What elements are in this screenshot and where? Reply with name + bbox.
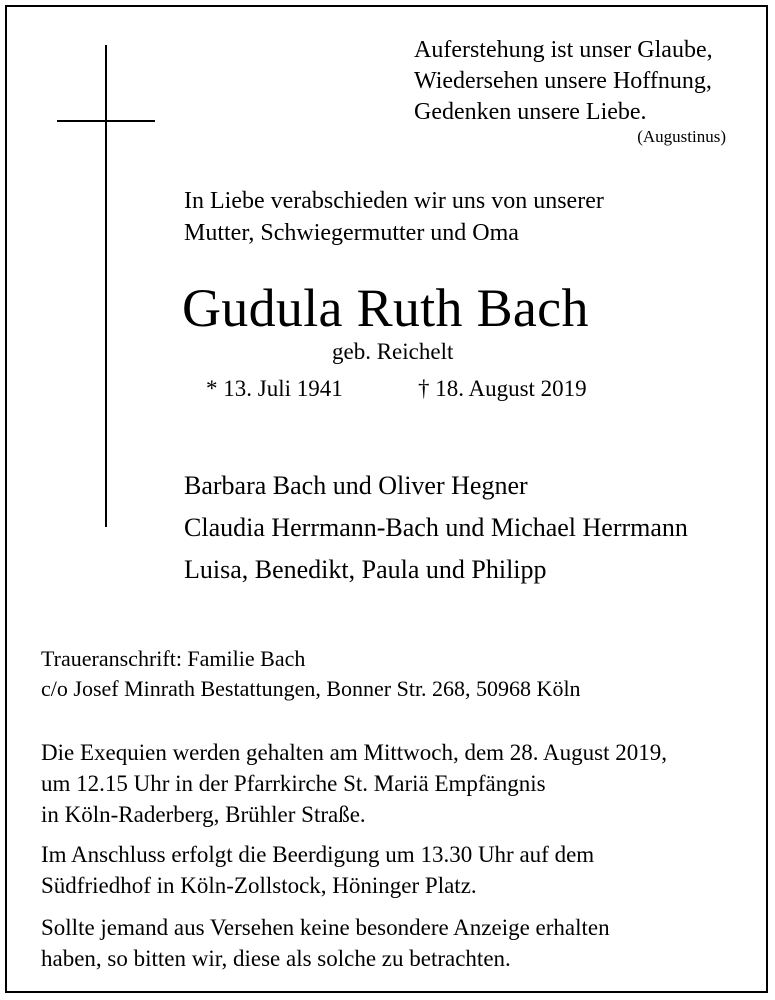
death-date: † 18. August 2019 <box>418 376 587 401</box>
funeral-mass-line: Die Exequien werden gehalten am Mittwoch, dem 28. August 2019, <box>41 740 667 765</box>
funeral-mass-info <box>41 737 667 830</box>
burial-line: Südfriedhof in Köln-Zollstock, Höninger Platz. <box>41 873 477 898</box>
quote-line: Gedenken unsere Liebe. <box>414 99 647 125</box>
intro-line: In Liebe verabschieden wir uns von unserer <box>184 188 604 214</box>
intro-line: Mutter, Schwiegermutter und Oma <box>184 220 519 246</box>
quote-line: Wiedersehen unsere Hoffnung, <box>414 68 712 94</box>
birth-name: geb. Reichelt <box>332 339 454 364</box>
quote-line: Auferstehung ist unser Glaube, <box>414 37 713 63</box>
closing-note <box>41 912 610 974</box>
deceased-name: Gudula Ruth Bach <box>182 278 589 338</box>
obituary-frame <box>5 5 768 993</box>
birth-date: * 13. Juli 1941 <box>206 376 343 401</box>
cross-icon-vertical-bar <box>105 45 107 527</box>
address-line: c/o Josef Minrath Bestattungen, Bonner Str. 268, 50968 Köln <box>41 676 581 701</box>
mourner-line: Luisa, Benedikt, Paula und Philipp <box>184 555 547 584</box>
mourner-line: Claudia Herrmann-Bach und Michael Herrmann <box>184 513 688 542</box>
funeral-mass-line: um 12.15 Uhr in der Pfarrkirche St. Mariä Empfängnis <box>41 771 546 796</box>
closing-line: haben, so bitten wir, diese als solche zu betrachten. <box>41 946 511 971</box>
quote-block <box>414 35 713 128</box>
funeral-mass-line: in Köln-Raderberg, Brühler Straße. <box>41 802 366 827</box>
intro-text <box>184 185 604 249</box>
cross-icon-horizontal-bar <box>57 120 155 122</box>
mourning-address <box>41 644 581 704</box>
mourners-list <box>184 465 688 591</box>
quote-source: (Augustinus) <box>637 127 726 146</box>
address-line: Traueranschrift: Familie Bach <box>41 646 306 671</box>
burial-info <box>41 839 594 901</box>
burial-line: Im Anschluss erfolgt die Beerdigung um 13.30 Uhr auf dem <box>41 842 595 867</box>
mourner-line: Barbara Bach und Oliver Hegner <box>184 471 528 500</box>
closing-line: Sollte jemand aus Versehen keine besondere Anzeige erhalten <box>41 915 610 940</box>
